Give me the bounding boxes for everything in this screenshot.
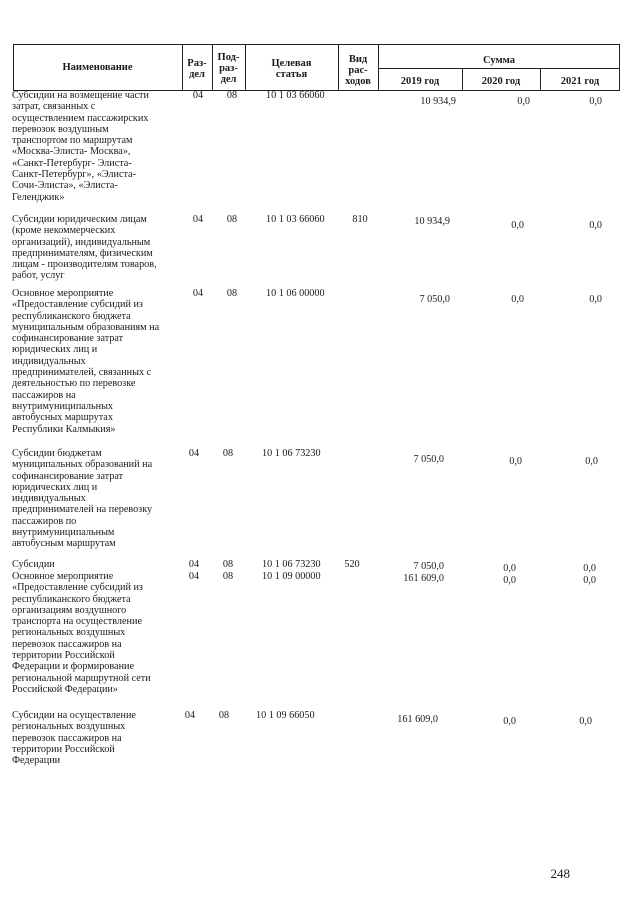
row-razdel: 04 [192,288,204,299]
row-tselevaya-statya: 10 1 06 73230 [262,559,321,570]
row-sum-2020: 0,0 [503,716,516,727]
row-sum-2020: 0,0 [511,294,524,305]
row-razdel: 04 [188,448,200,459]
row-name: Основное мероприятие «Предоставление субсидий из республиканского бюджета организациям воздушного транспорта на осуществление региональных воздушных перевозок пассажиров на территории Российской Федерации и формирование региональной маршрутной сети Российской Федерации» [12,571,151,695]
row-name: Субсидии [12,559,55,570]
row-podrazdel: 08 [226,214,238,225]
row-sum-2019: 7 050,0 [413,561,444,572]
header-year-2019: 2019 год [400,76,440,87]
row-sum-2019: 7 050,0 [413,454,444,465]
row-sum-2019: 7 050,0 [419,294,450,305]
row-tselevaya-statya: 10 1 09 66050 [256,710,315,721]
header-razdel: Раз- дел [187,58,207,80]
header-year-2020: 2020 год [481,76,521,87]
row-vid-raskhodov: 520 [344,559,360,570]
row-sum-2020: 0,0 [503,563,516,574]
header-vid-raskhodov: Вид рас- ходов [345,54,371,87]
row-razdel: 04 [192,214,204,225]
row-podrazdel: 08 [222,448,234,459]
page-number: 248 [550,866,570,881]
row-tselevaya-statya: 10 1 06 73230 [262,448,321,459]
row-sum-2020: 0,0 [511,220,524,231]
row-sum-2021: 0,0 [583,563,596,574]
row-sum-2019: 161 609,0 [397,714,438,725]
header-podrazdel: Под- раз- дел [217,52,240,85]
row-podrazdel: 08 [222,571,234,582]
row-name: Основное мероприятие «Предоставление субсидий из республиканского бюджета муниципальным образованиям на софинансирование затрат юридических лиц и индивидуальных предпринимателей, связанных с деятельностью по перевозке пассажиров на внутримуниципальных автобусных маршрутах Республики Калмыкия» [12,288,160,435]
row-sum-2021: 0,0 [585,456,598,467]
row-sum-2019: 161 609,0 [403,573,444,584]
row-tselevaya-statya: 10 1 03 66060 [266,214,325,225]
header-tselevaya-statya: Целевая статья [271,58,312,80]
row-razdel: 04 [188,571,200,582]
row-podrazdel: 08 [226,288,238,299]
row-sum-2021: 0,0 [579,716,592,727]
header-name: Наименование [62,62,133,73]
row-tselevaya-statya: 10 1 06 00000 [266,288,325,299]
row-razdel: 04 [184,710,196,721]
row-podrazdel: 08 [218,710,230,721]
row-sum-2021: 0,0 [589,96,602,107]
header-divider [378,68,620,69]
row-sum-2020: 0,0 [503,575,516,586]
row-sum-2021: 0,0 [589,220,602,231]
row-name: Субсидии бюджетам муниципальных образований на софинансирование затрат юридических лиц и индивидуальных предпринимателей на перевозку пассажиров по внутримуниципальным автобусным маршрутам [12,448,153,550]
row-name: Субсидии на осуществление региональных воздушных перевозок пассажиров на территории Российской Федерации [12,710,136,767]
row-sum-2020: 0,0 [509,456,522,467]
row-vid-raskhodov: 810 [352,214,368,225]
row-sum-2019: 10 934,9 [414,216,450,227]
row-sum-2020: 0,0 [517,96,530,107]
row-name: Субсидии на возмещение части затрат, связанных с осуществлением пассажирских перевозок воздушным транспортом по маршрутам «Москва-Элиста- Москва», «Санкт-Петербург- Элиста- Санкт-Петербург», «Элиста- Сочи-Элиста», «Элиста- Геленджик» [12,90,149,203]
row-sum-2021: 0,0 [589,294,602,305]
row-podrazdel: 08 [226,90,238,101]
header-summa: Сумма [483,55,515,66]
row-podrazdel: 08 [222,559,234,570]
row-name: Субсидии юридическим лицам (кроме некоммерческих организаций), индивидуальным предпринимателям, физическим лицам - производителям товаров, работ, услуг [12,214,157,282]
row-sum-2021: 0,0 [583,575,596,586]
row-razdel: 04 [192,90,204,101]
row-tselevaya-statya: 10 1 09 00000 [262,571,321,582]
row-tselevaya-statya: 10 1 03 66060 [266,90,325,101]
header-year-2021: 2021 год [560,76,600,87]
row-sum-2019: 10 934,9 [420,96,456,107]
row-razdel: 04 [188,559,200,570]
